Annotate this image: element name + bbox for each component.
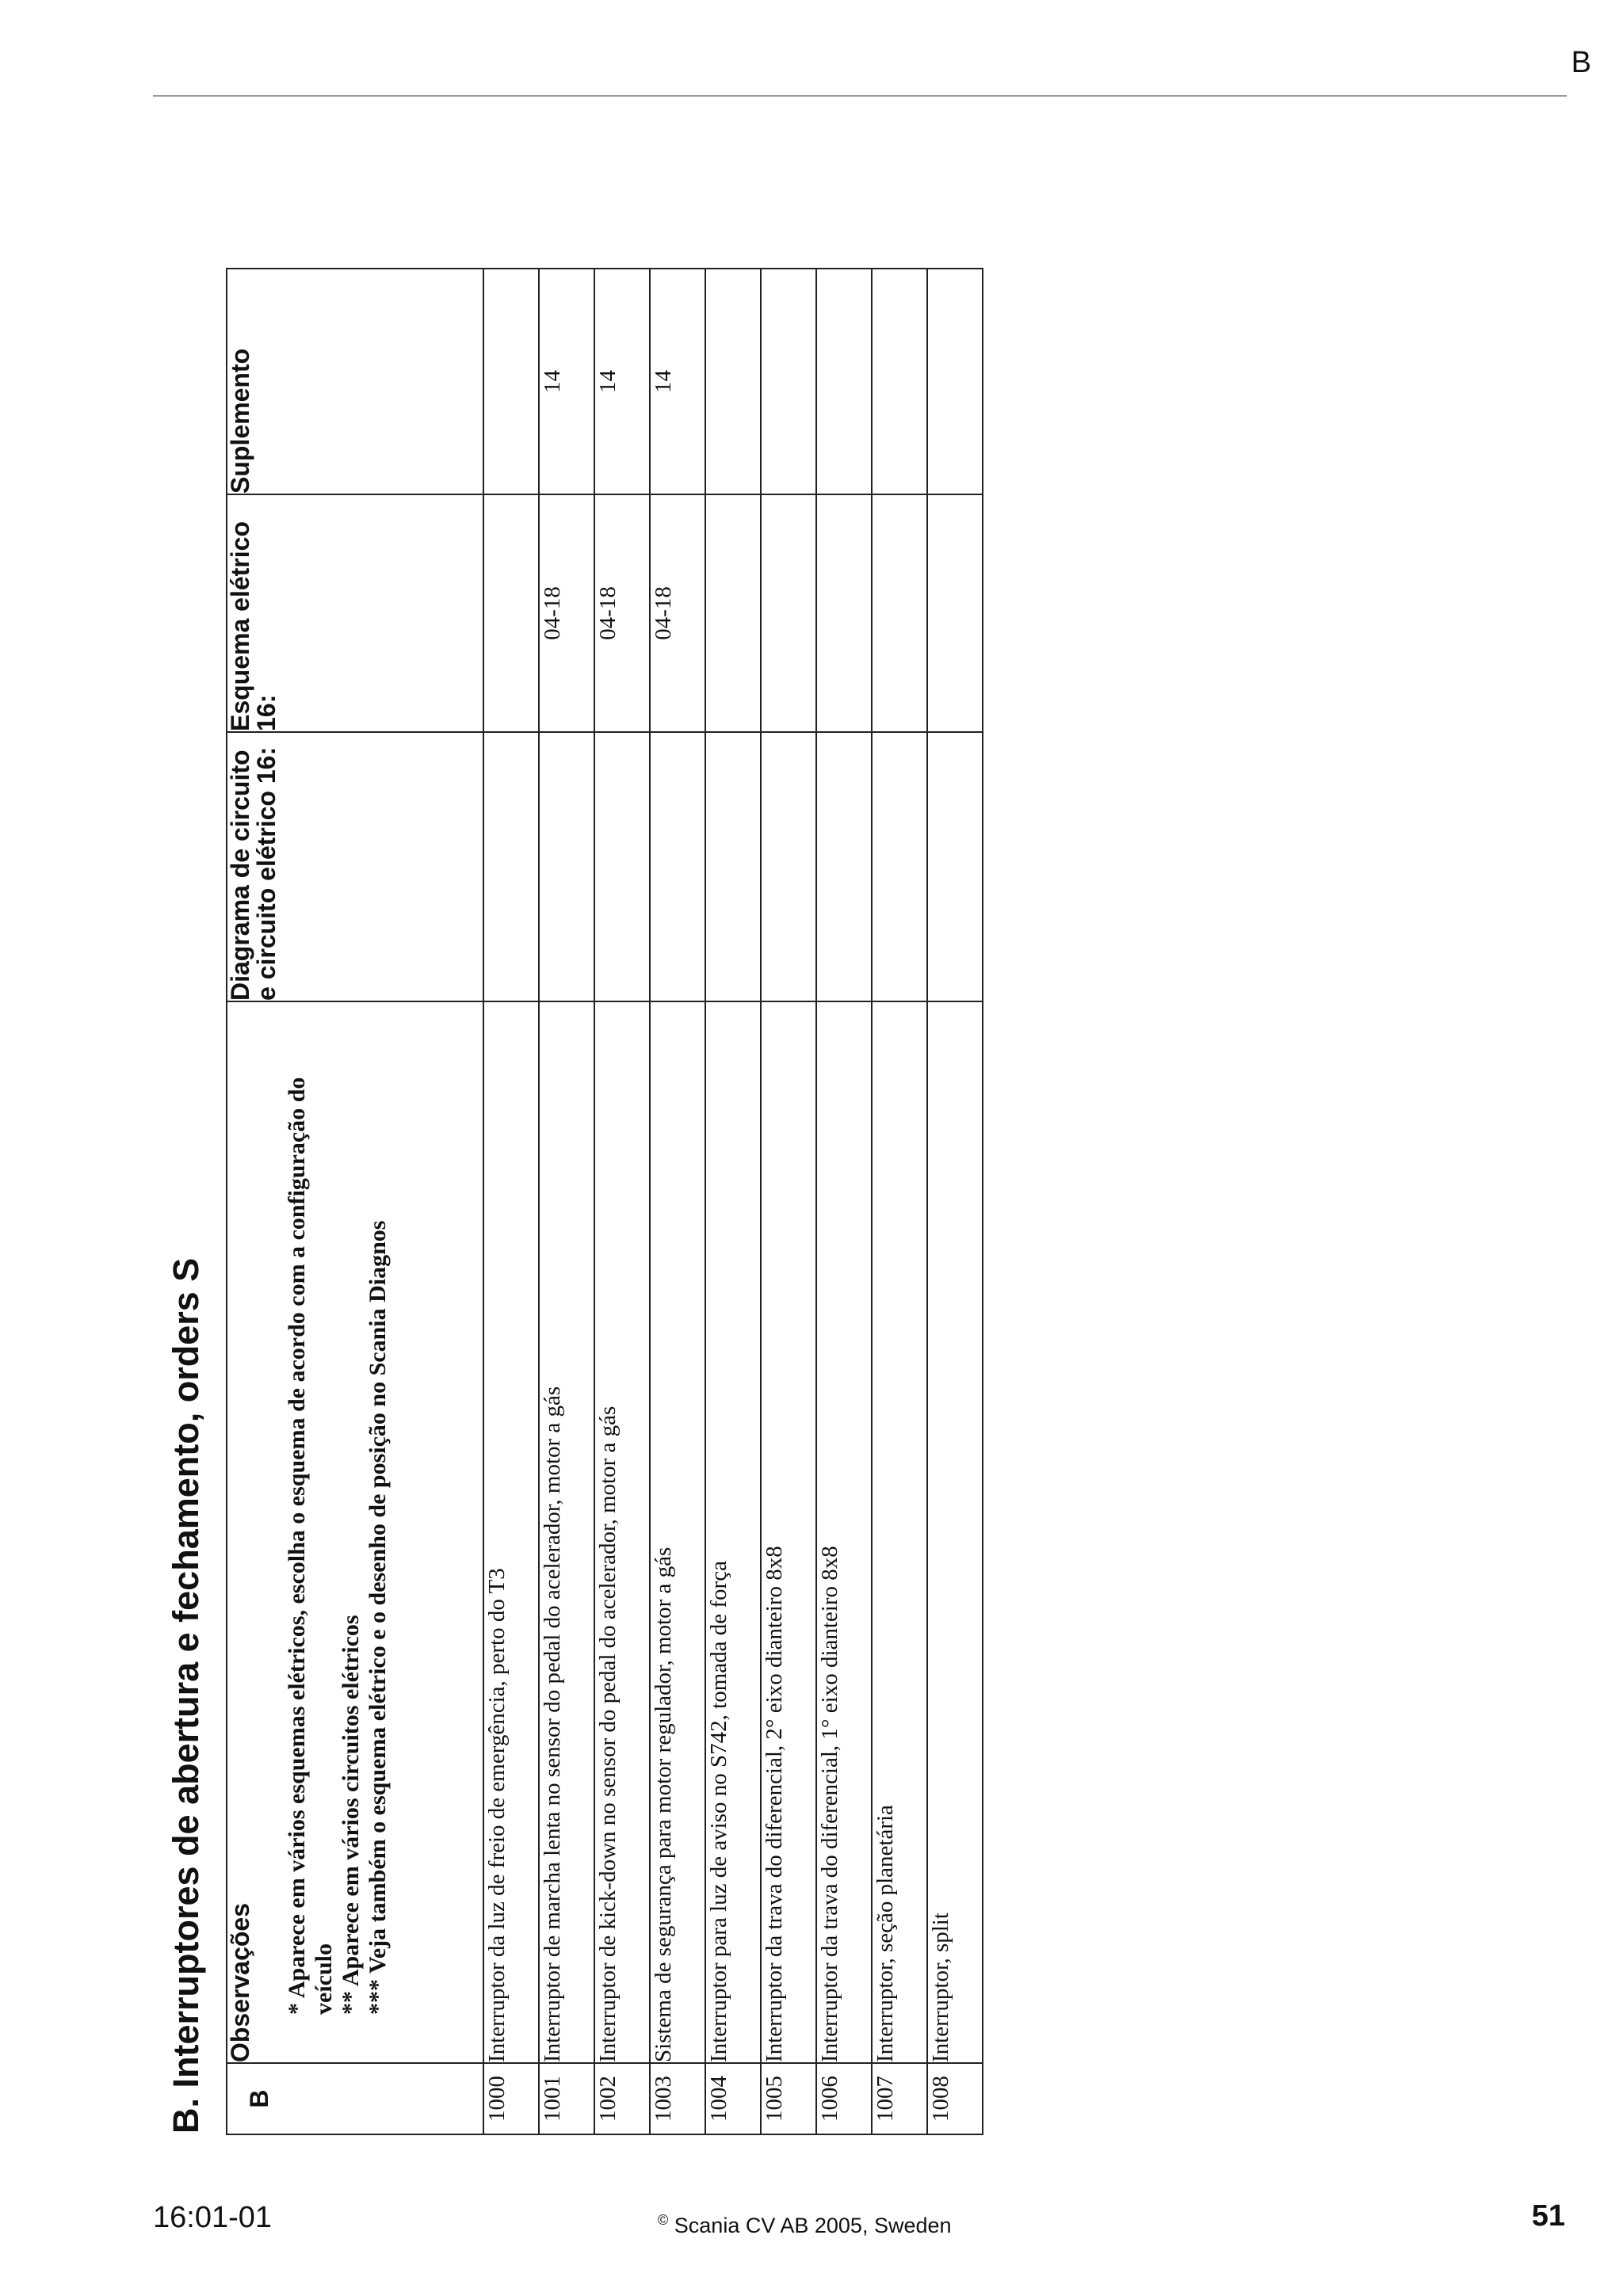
row-diagram: [927, 732, 983, 1001]
row-schematic: [816, 494, 872, 732]
row-code: 1002: [594, 2063, 650, 2134]
row-schematic: [761, 494, 816, 732]
table-row: [705, 269, 761, 2134]
header-diagrama: Diagrama de circuito e circuito elétrico 16:: [227, 732, 483, 1001]
row-schematic: 04-18: [594, 494, 650, 732]
row-diagram: [650, 732, 705, 1001]
row-supplement: 14: [539, 269, 594, 494]
row-code: 1004: [705, 2063, 761, 2134]
row-schematic: [872, 494, 927, 732]
row-description: Sistema de segurança para motor regulador, motor a gás: [650, 1001, 705, 2063]
table-row: [816, 269, 872, 2134]
row-diagram: [872, 732, 927, 1001]
table-row: [927, 269, 983, 2134]
row-diagram: [594, 732, 650, 1001]
table-row: [872, 269, 927, 2134]
row-supplement: 14: [594, 269, 650, 494]
note-1: * Aparece em vários esquemas elétricos, escolha o esquema de acordo com a configuração do veículo: [284, 1077, 337, 2015]
note-2: ** Aparece em vários circuitos elétricos: [338, 1615, 364, 2015]
header-observacoes-label: Observações: [226, 1902, 254, 2062]
switch-table: [226, 268, 983, 2135]
row-diagram: [761, 732, 816, 1001]
row-code: 1001: [539, 2063, 594, 2134]
row-schematic: [705, 494, 761, 732]
row-description: Interruptor da trava do diferencial, 1° eixo dianteiro 8x8: [816, 1001, 872, 2063]
row-description: Interruptor, seção planetária: [872, 1001, 927, 2063]
row-code: 1006: [816, 2063, 872, 2134]
copyright-text: Scania CV AB 2005, Sweden: [674, 2214, 952, 2237]
row-description: Interruptor da trava do diferencial, 2° eixo dianteiro 8x8: [761, 1001, 816, 2063]
document-code: 16:01-01: [153, 2201, 273, 2234]
row-supplement: 14: [650, 269, 705, 494]
row-supplement: [927, 269, 983, 494]
row-diagram: [483, 732, 539, 1001]
row-supplement: [483, 269, 539, 494]
header-b: B: [227, 2063, 483, 2134]
header-suplemento: Suplemento: [227, 269, 483, 494]
table-row: [650, 269, 705, 2134]
header-notes: [284, 1002, 391, 2062]
table-row: [483, 269, 539, 2134]
row-supplement: [705, 269, 761, 494]
section-letter: B: [1571, 46, 1591, 79]
row-code: 1003: [650, 2063, 705, 2134]
page-number: 51: [1531, 2199, 1565, 2233]
row-schematic: [483, 494, 539, 732]
note-3: *** Veja também o esquema elétrico e o desenho de posição no Scania Diagnos: [365, 1220, 391, 2015]
table-row: [761, 269, 816, 2134]
header-observacoes: [227, 1001, 483, 2063]
row-supplement: [816, 269, 872, 494]
header-esquema: Esquema elétrico 16:: [227, 494, 483, 732]
row-description: Interruptor de kick-down no sensor do pedal do acelerador, motor a gás: [594, 1001, 650, 2063]
copyright-notice: [658, 2212, 952, 2238]
row-diagram: [816, 732, 872, 1001]
row-schematic: 04-18: [539, 494, 594, 732]
row-supplement: [761, 269, 816, 494]
header-rule: [153, 95, 1567, 97]
row-schematic: [927, 494, 983, 732]
page-title: B. Interruptores de abertura e fechamento, orders S: [166, 1257, 206, 2134]
row-supplement: [872, 269, 927, 494]
table-row: [539, 269, 594, 2134]
row-description: Interruptor para luz de aviso no S742, tomada de força: [705, 1001, 761, 2063]
row-description: Interruptor, split: [927, 1001, 983, 2063]
row-diagram: [539, 732, 594, 1001]
row-description: Interruptor de marcha lenta no sensor do pedal do acelerador, motor a gás: [539, 1001, 594, 2063]
row-description: Interruptor da luz de freio de emergência, perto do T3: [483, 1001, 539, 2063]
row-diagram: [705, 732, 761, 1001]
rotated-content: [166, 269, 991, 2135]
table-header-row: [227, 269, 483, 2134]
row-code: 1005: [761, 2063, 816, 2134]
copyright-symbol: ©: [658, 2212, 669, 2228]
row-code: 1008: [927, 2063, 983, 2134]
row-schematic: 04-18: [650, 494, 705, 732]
table-row: [594, 269, 650, 2134]
row-code: 1000: [483, 2063, 539, 2134]
row-code: 1007: [872, 2063, 927, 2134]
